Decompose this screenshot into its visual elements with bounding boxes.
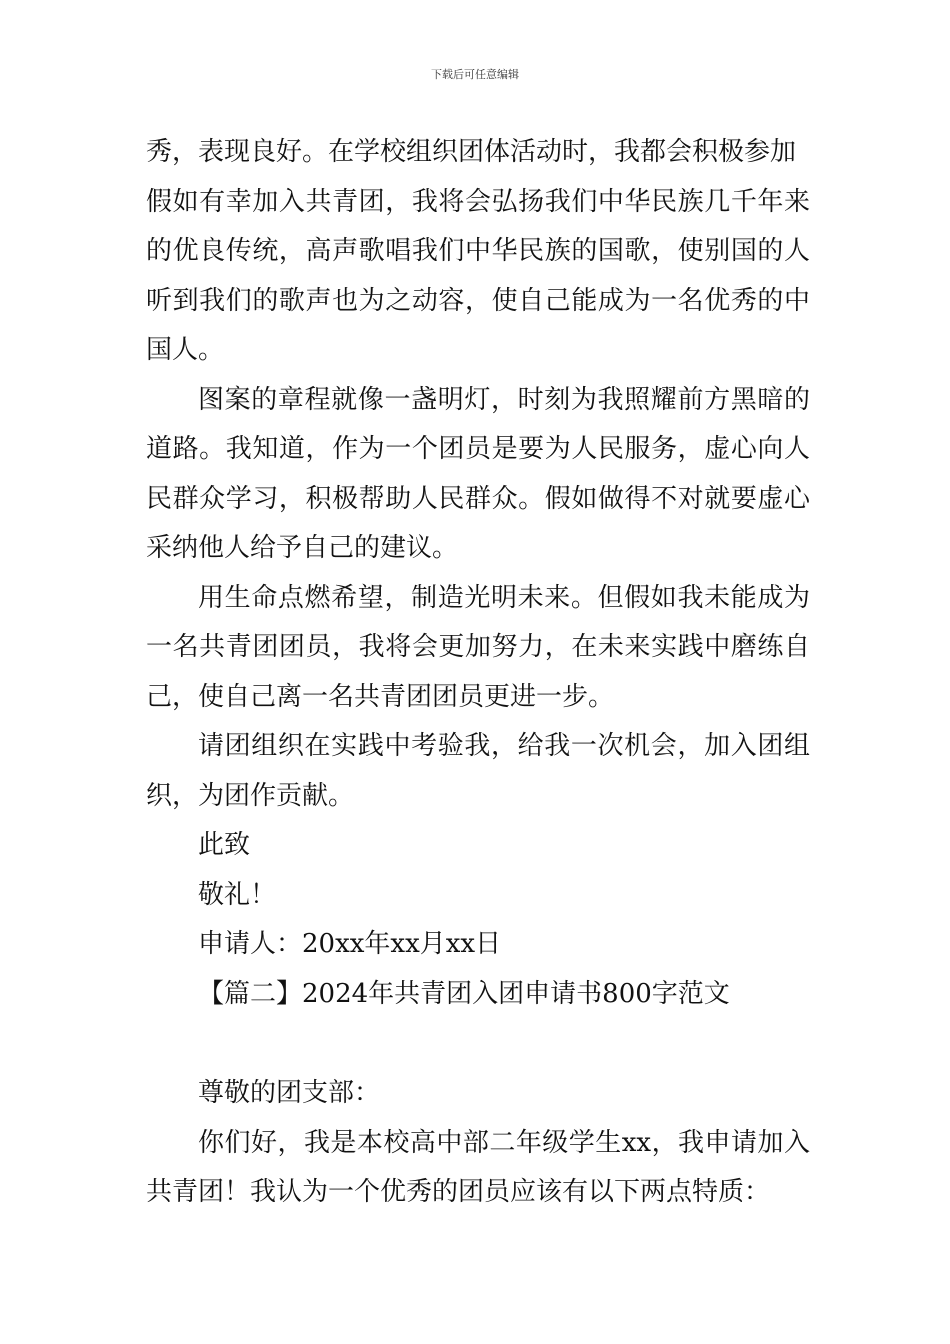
greeting-line: 尊敬的团支部： — [198, 1078, 381, 1108]
applicant-date-line: 申请人：20xx年xx月xx日 — [198, 929, 502, 959]
page-header-note: 下载后可任意编辑 — [431, 68, 519, 81]
blank-line — [146, 1019, 810, 1069]
closing-regards: 敬礼！ — [198, 879, 277, 910]
closing-salutation: 此致 — [198, 830, 251, 860]
paragraph-intro: 你们好，我是本校高中部二年级学生xx，我申请加入共青团！我认为一个优秀的团员应该有以下两点特质： — [146, 1127, 810, 1207]
document-body — [146, 128, 810, 1218]
paragraph-future: 用生命点燃希望，制造光明未来。但假如我未能成为一名共青团团员，我将会更加努力，在未来实践中磨练自己，使自己离一名共青团团员更进一步。 — [146, 582, 810, 712]
paragraph-charter: 图案的章程就像一盏明灯，时刻为我照耀前方黑暗的道路。我知道，作为一个团员是要为人民服务，虚心向人民群众学习，积极帮助人民群众。假如做得不对就要虚心采纳他人给予自己的建议。 — [146, 384, 810, 563]
paragraph-join-hope: 假如有幸加入共青团，我将会弘扬我们中华民族几千年来的优良传统，高声歌唱我们中华民族的国歌，使别国的人听到我们的歌声也为之动容，使自己能成为一名优秀的中国人。 — [146, 186, 810, 365]
section-title-part-two: 【篇二】2024年共青团入团申请书800字范文 — [198, 978, 730, 1009]
paragraph-continuation: 秀，表现良好。在学校组织团体活动时，我都会积极参加 — [146, 137, 797, 167]
paragraph-request: 请团组织在实践中考验我，给我一次机会，加入团组织，为团作贡献。 — [146, 731, 810, 811]
